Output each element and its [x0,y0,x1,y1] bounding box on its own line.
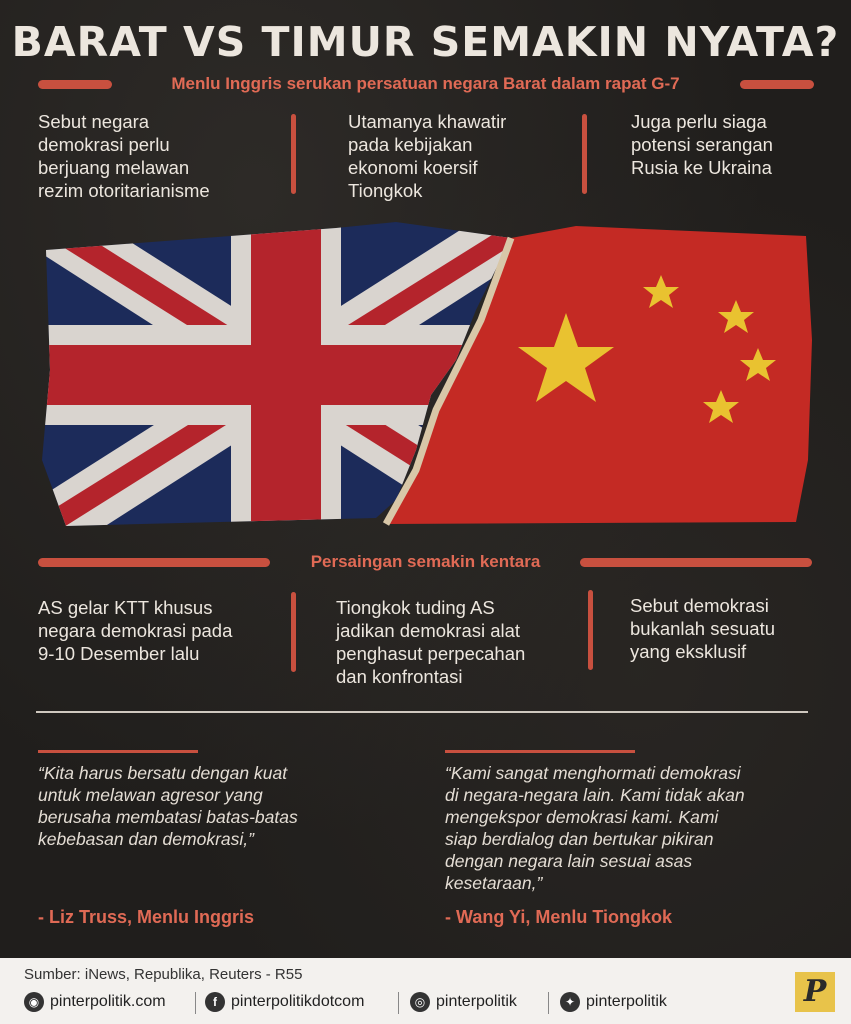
pinterpolitik-logo: P [795,972,835,1012]
divider [291,592,296,672]
divider [582,114,587,194]
social-facebook[interactable]: f pinterpolitikdotcom [205,990,364,1014]
section1-point-2: Utamanya khawatir pada kebijakan ekonomi koersif Tiongkok [348,111,507,201]
section2-heading: Persaingan semakin kentara [310,552,541,571]
quote-accent-line [38,750,198,753]
page-title: BARAT VS TIMUR SEMAKIN NYATA? [11,18,840,66]
divider [398,992,399,1014]
section2-point-2: Tiongkok tuding AS jadikan demokrasi alat penghasut perpecahan dan konfrontasi [336,597,526,687]
social-twitter[interactable]: ✦ pinterpolitik [560,990,667,1014]
social-website[interactable]: ◉ pinterpolitik.com [24,990,166,1014]
quote-attribution: - Liz Truss, Menlu Inggris [38,907,255,927]
divider [548,992,549,1014]
source-text: Sumber: iNews, Republika, Reuters - R55 [24,966,303,983]
quote-accent-line [445,750,635,753]
globe-icon: ◉ [24,992,44,1012]
social-instagram[interactable]: ◎ pinterpolitik [410,990,517,1014]
section1-heading: Menlu Inggris serukan persatuan negara Barat dalam rapat G-7 [171,74,680,93]
footer [0,958,851,1024]
facebook-icon: f [205,992,225,1012]
instagram-icon: ◎ [410,992,430,1012]
twitter-icon: ✦ [560,992,580,1012]
section1-point-3: Juga perlu siaga potensi serangan Rusia ke Ukraina [631,111,773,178]
separator-line [36,711,808,713]
section1-point-1: Sebut negara demokrasi perlu berjuang melawan rezim otoritarianisme [38,111,210,201]
divider [588,590,593,670]
quote-attribution: - Wang Yi, Menlu Tiongkok [445,907,673,927]
divider [291,114,296,194]
section2-point-1: AS gelar KTT khusus negara demokrasi pada 9-10 Desember lalu [38,597,233,664]
section2-point-3: Sebut demokrasi bukanlah sesuatu yang eksklusif [630,595,776,662]
quote-wang-yi: “Kami sangat menghormati demokrasi di negara-negara lain. Kami tidak akan mengekspor demokrasi kami. Kami siap berdialog dan bertukar pikiran dengan negara lain sesuai asas kesetaraan,” [445,763,745,893]
torn-flags-image [36,220,816,532]
quote-liz-truss: “Kita harus bersatu dengan kuat untuk melawan agresor yang berusaha membatasi batas-batas kebebasan dan demokrasi,” [38,763,298,849]
divider [195,992,196,1014]
